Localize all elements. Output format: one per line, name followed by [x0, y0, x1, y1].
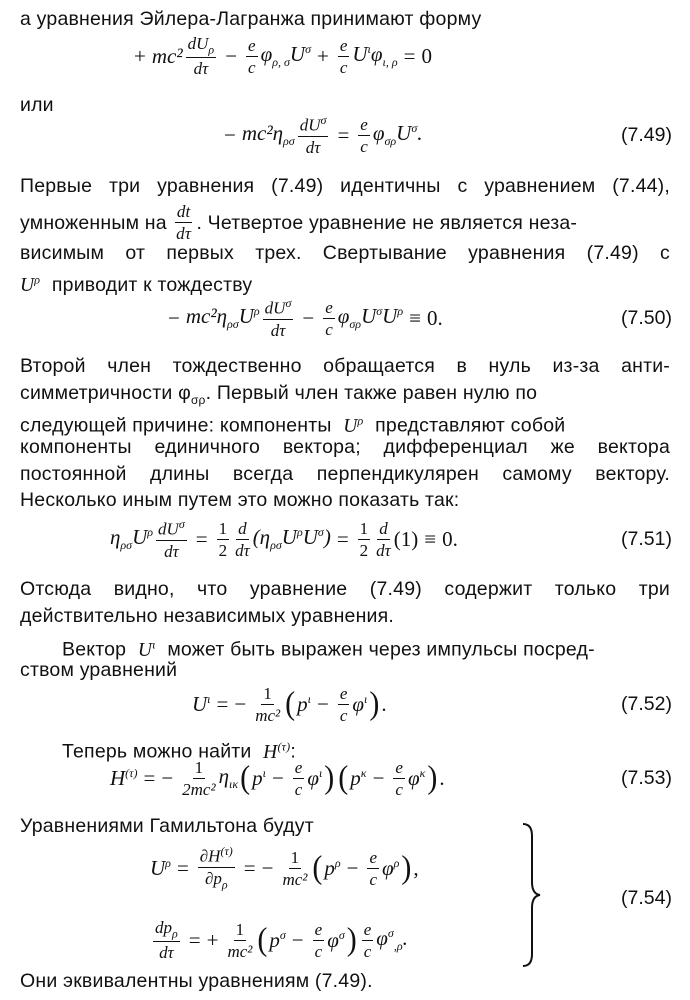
equation-7-49: − $mc^2\eta_{\rho\sigma}$ $\frac{dU^\sigma}{d\tau}$ = $\frac{e}{c}$ $\varphi_{\sigma\rho}U^\sigma$. (7.49) — [224, 113, 672, 157]
equation-number: (7.51) — [621, 527, 672, 550]
equation-7-53: $H^{(\tau)}$ = − $\frac{1}{\text{2mc²}}$ $\eta_{\iota\kappa}$ ( $p^\iota$ − $\frac{e}{c}$ $\varphi^\iota$ ) ( $p^\kappa$ − $\frac{e}{c}$ $\varphi^\kappa$ ) . (7.53) — [110, 757, 672, 799]
text-fragment: . Первый член также равен нулю по — [205, 382, 538, 404]
paragraph-line: Первые три уравнения (7.49) идентичны с уравнением (7.44), — [20, 175, 670, 197]
fraction-denominator: dτ — [176, 224, 192, 243]
equation-7-54-second: $\frac{dp_\rho}{d\tau}$ = + $\frac{1}{\text{mc²}}$ ( $p^\sigma$ − $\frac{e}{c}$ $\varphi^\sigma$ ) $\frac{e}{c}$ $\varphi^\sigma_{,\rho}$. — [155, 917, 408, 963]
paragraph-line: Второй член тождественно обращается в нуль из-за анти- — [20, 355, 670, 377]
equation-number: (7.50) — [621, 306, 672, 329]
paragraph-line — [20, 266, 670, 299]
symbol-h-tau: $H^{(\tau)}$ — [263, 739, 291, 763]
text-fragment: представляют собой — [375, 414, 566, 437]
equation-7-54-number-row — [0, 878, 690, 918]
fraction-dt-dtau — [175, 203, 193, 242]
paragraph-line: постоянной длины всегда перпендикулярен самому вектору. — [20, 463, 670, 485]
or-word: или — [20, 94, 54, 116]
symbol-u-rho: $U^\rho$ — [20, 272, 41, 296]
text-fragment: симметричности φ — [20, 382, 191, 404]
equation-7-52: $U^\iota$ = − $\frac{1}{\text{mc²}}$ ( $p^\iota$ − $\frac{e}{c}$ $\varphi^\iota$ ) . (7.52) — [192, 683, 672, 725]
paragraph-line — [20, 203, 670, 242]
paragraph-line: Несколько иным путем это можно показать так: — [20, 489, 460, 511]
paragraph-line: компоненты единичного вектора; дифференциал же вектора — [20, 436, 670, 458]
fraction-numerator: dt — [176, 202, 191, 221]
text-fragment: Теперь можно найти — [62, 740, 252, 763]
paragraph-line: Уравнениями Гамильтона будут — [20, 815, 314, 837]
paragraph-line: действительно независимых уравнения. — [20, 605, 395, 627]
text-fragment: Вектор — [62, 638, 127, 661]
paragraph-line: Они эквивалентны уравнениям (7.49). — [20, 970, 373, 992]
text-fragment: может быть выражен через импульсы посред- — [167, 638, 595, 661]
symbol-u-iota: $U^\iota$ — [137, 637, 156, 661]
equation-number: (7.52) — [621, 692, 672, 715]
subscript: σρ — [190, 392, 206, 407]
equation-7-54-first: $U^\rho$ = $\frac{\partial H^{(\tau)}}{\partial p_\rho}$ = − $\frac{1}{\text{mc²}}$ ( $p^\rho$ − $\frac{e}{c}$ $\varphi^\rho$ ) , — [150, 844, 419, 892]
equation-number: (7.53) — [621, 766, 672, 789]
equation-7-50: − $mc^2\eta_{\rho\sigma}U^\rho$ $\frac{dU^\sigma}{d\tau}$ − $\frac{e}{c}$ $\varphi_{\sigma\rho}U^\sigma U^\rho$ ≡ 0. (7.50) — [168, 296, 672, 340]
equation-euler-lagrange: + mc² $\frac{dU_\rho}{d\tau}$ − $\frac{e}{c}$ $\varphi_{\rho, \sigma}U^\sigma$ + $\frac{e}{c}$ $U^\iota\varphi_{\iota, \rho}$ = 0 — [134, 33, 432, 79]
intro-line: а уравнения Эйлера-Лагранжа принимают форму — [20, 8, 482, 30]
text-fragment: . Четвертое уравнение не является неза- — [196, 211, 578, 234]
equation-number: (7.49) — [621, 123, 672, 146]
paragraph-line: ством уравнений — [20, 659, 178, 681]
equation-7-51: $\eta_{\rho\sigma}U^\rho$ $\frac{dU^\sigma}{d\tau}$ = $\frac{1}{2}$ $\frac{d}{d\tau}$ $(\eta_{\rho\sigma}U^\rho U^\sigma)$ = $\frac{1}{2}$ $\frac{d}{d\tau}$ (1) ≡ 0. (7.51) — [110, 517, 672, 561]
text-fragment: приводит к тождеству — [51, 273, 253, 296]
paragraph-line: висимым от первых трех. Свертывание уравнения (7.49) с — [20, 242, 670, 264]
paragraph-line: Теперь можно найти $H^{(\tau)}$: — [62, 739, 296, 763]
equation-number: (7.54) — [621, 886, 672, 909]
text-fragment: следующей причине: компоненты — [20, 414, 332, 437]
paragraph-line: Отсюда видно, что уравнение (7.49) содержит только три — [20, 578, 670, 600]
text-fragment: умноженным на — [20, 211, 167, 234]
symbol-u-rho: $U^\rho$ — [343, 413, 364, 437]
